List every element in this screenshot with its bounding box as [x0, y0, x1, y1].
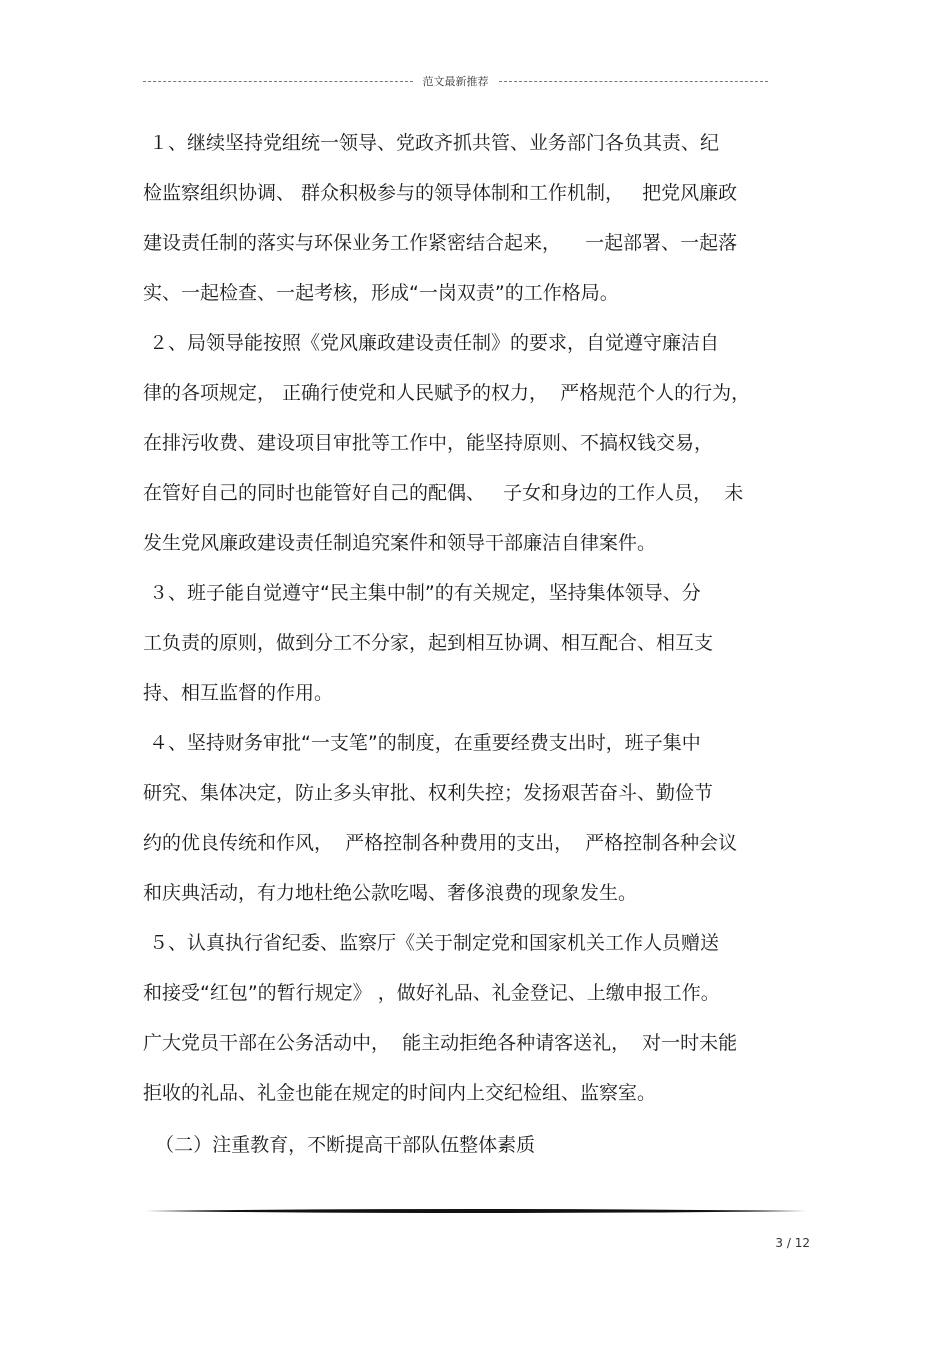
footer-rule	[146, 1208, 806, 1214]
text-line: 实、一起检查、一起考核，形成“一岗双责”的工作格局。	[143, 282, 619, 304]
text-line: ４、坚持财务审批“一支笔”的制度，在重要经费支出时，班子集中	[143, 732, 701, 754]
text-line: 拒收的礼品、礼金也能在规定的时间内上交纪检组、监察室。	[143, 1082, 657, 1104]
text-line: ２、局领导能按照《党风廉政建设责任制》的要求，自觉遵守廉洁自	[143, 332, 720, 354]
page-number: 3 / 12	[775, 1236, 810, 1250]
text-line: 广大党员干部在公务活动中， 能主动拒绝各种请客送礼， 对一时未能	[143, 1032, 738, 1054]
text-line: 在管好自己的同时也能管好自己的配偶、 子女和身边的工作人员， 未	[143, 482, 744, 504]
text-line: 持、相互监督的作用。	[143, 682, 334, 704]
header-title: 范文最新推荐	[422, 75, 489, 88]
text-line: 和庆典活动，有力地杜绝公款吃喝、奢侈浪费的现象发生。	[143, 882, 638, 904]
page-header	[143, 72, 768, 90]
text-line: 和接受“红包”的暂行规定》 ，做好礼品、礼金登记、上缴申报工作。	[143, 982, 720, 1004]
text-line: 在排污收费、建设项目审批等工作中，能坚持原则、不搞权钱交易，	[143, 432, 714, 454]
text-line: ３、班子能自觉遵守“民主集中制”的有关规定，坚持集体领导、分	[143, 582, 701, 604]
text-line: 发生党风廉政建设责任制追究案件和领导干部廉洁自律案件。	[143, 532, 657, 554]
text-line: ５、认真执行省纪委、监察厅《关于制定党和国家机关工作人员赠送	[143, 932, 720, 954]
text-line: 约的优良传统和作风， 严格控制各种费用的支出， 严格控制各种会议	[143, 832, 738, 854]
text-line: 检监察组织协调、 群众积极参与的领导体制和工作机制， 把党风廉政	[143, 182, 738, 204]
section-subheading: （二）注重教育，不断提高干部队伍整体素质	[143, 1134, 536, 1156]
text-line: 律的各项规定， 正确行使党和人民赋予的权力， 严格规范个人的行为，	[143, 382, 751, 404]
text-line: 研究、集体决定，防止多头审批、权利失控；发扬艰苦奋斗、勤俭节	[143, 782, 714, 804]
header-dash-left	[143, 81, 413, 82]
document-body	[143, 118, 813, 1172]
header-dash-right	[499, 81, 769, 82]
text-line: １、继续坚持党组统一领导、党政齐抓共管、业务部门各负其责、纪	[143, 132, 720, 154]
text-line: 建设责任制的落实与环保业务工作紧密结合起来， 一起部署、一起落	[143, 232, 738, 254]
text-line: 工负责的原则，做到分工不分家，起到相互协调、相互配合、相互支	[143, 632, 714, 654]
